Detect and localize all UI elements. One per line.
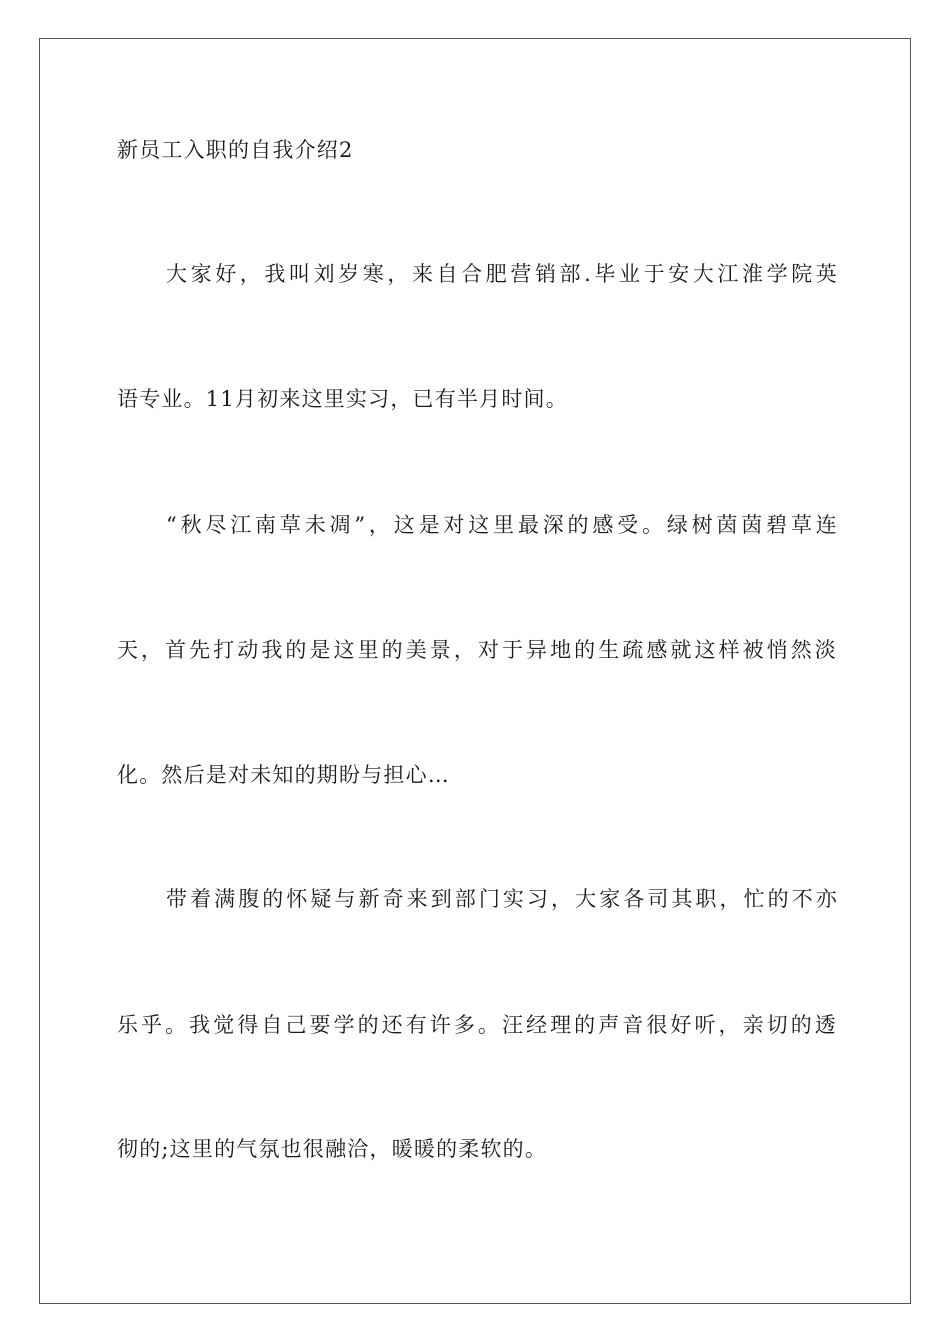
document-title: 新员工入职的自我介绍2: [117, 138, 354, 162]
paragraph-3-line-1: 带着满腹的怀疑与新奇来到部门实习，大家各司其职，忙的不亦: [166, 887, 838, 911]
paragraph-3-line-2: 乐乎。我觉得自己要学的还有许多。汪经理的声音很好听，亲切的透: [117, 1013, 837, 1037]
page-border: [39, 38, 911, 1304]
paragraph-1-line-1: 大家好，我叫刘岁寒，来自合肥营销部.毕业于安大江淮学院英: [166, 262, 838, 286]
paragraph-2-line-3: 化。然后是对未知的期盼与担心…: [117, 763, 450, 787]
paragraph-2-line-1: “秋尽江南草未凋”，这是对这里最深的感受。绿树茵茵碧草连: [166, 513, 838, 537]
paragraph-3-line-3: 彻的;这里的气氛也很融洽，暖暖的柔软的。: [117, 1137, 548, 1161]
paragraph-2-line-2: 天，首先打动我的是这里的美景，对于异地的生疏感就这样被悄然淡: [117, 638, 837, 662]
paragraph-1-line-2: 语专业。11月初来这里实习，已有半月时间。: [117, 387, 568, 411]
